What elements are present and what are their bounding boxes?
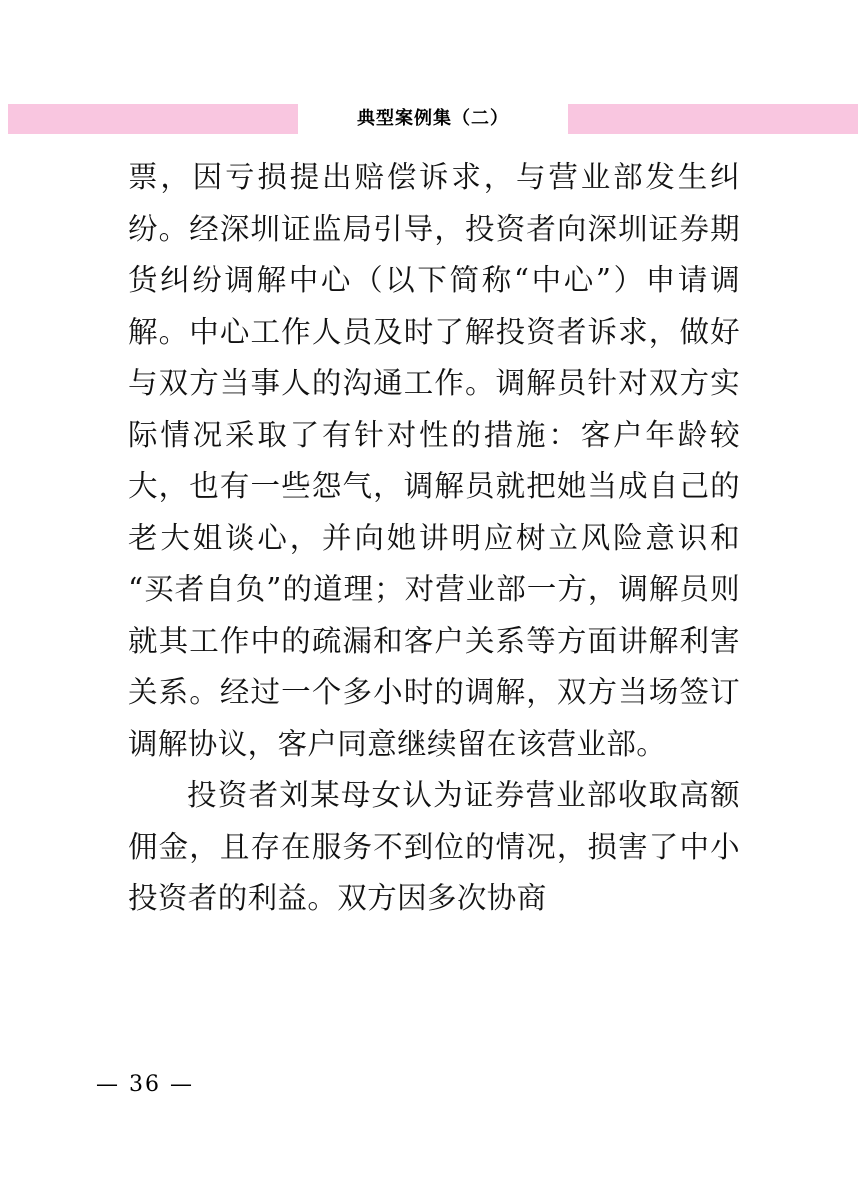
header-decoration-left (8, 104, 298, 134)
page-footer (0, 1072, 866, 1112)
body-paragraph: 投资者刘某母女认为证券营业部收取高额佣金，且存在服务不到位的情况，损害了中小投资者的利益。双方因多次协商 (128, 778, 740, 915)
header-title: 典型案例集（二） (341, 104, 525, 134)
running-header (0, 104, 866, 134)
body-paragraph: 票，因亏损提出赔偿诉求，与营业部发生纠纷。经深圳证监局引导，投资者向深圳证券期货纠纷调解中心（以下简称“中心”）申请调解。中心工作人员及时了解投资者诉求，做好与双方当事人的沟通工作。调解员针对双方实际情况采取了有针对性的措施：客户年龄较大，也有一些怨气，调解员就把她当成自己的老大姐谈心，并向她讲明应树立风险意识和“买者自负”的道理；对营业部一方，调解员则就其工作中的疏漏和客户关系等方面讲解利害关系。经过一个多小时的调解，双方当场签订调解协议，客户同意继续留在该营业部。 (128, 160, 740, 761)
page-body (128, 152, 740, 925)
header-decoration-right (568, 104, 858, 134)
page-number: — 36 — (96, 1072, 194, 1097)
